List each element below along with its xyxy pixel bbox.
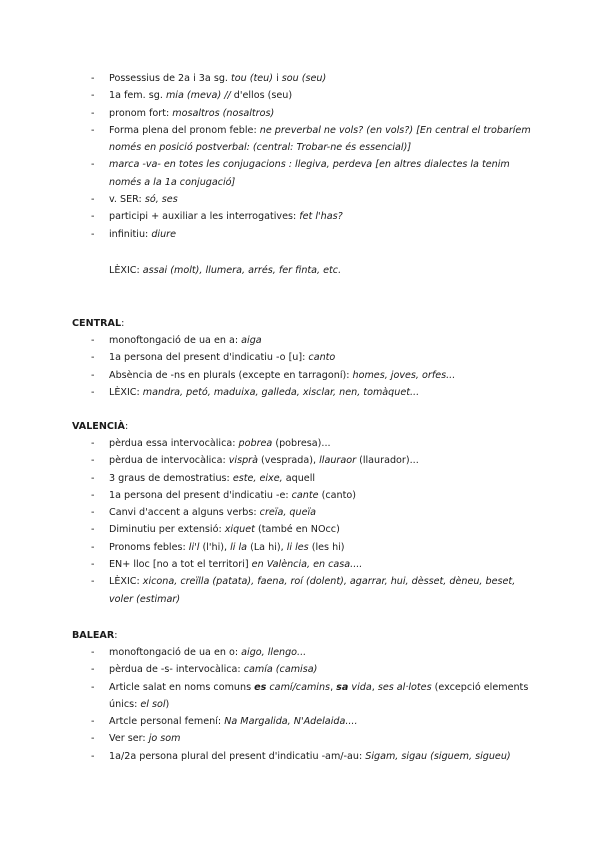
list-item: - Diminutiu per extensió: xiquet (també en NOcc) [72,521,532,538]
dash: - [91,576,95,588]
list-item: - monoftongació de ua en a: aiga [72,332,532,349]
list-item: - LÈXIC: xicona, creïlla (patata), faena, roí (dolent), agarrar, hui, dèsset, dèneu, beset, voler (estimar) [72,573,532,608]
dash: - [91,107,95,119]
central-section [72,332,532,401]
list-item: - marca -va- en totes les conjugacions : llegiva, perdeva [en altres dialectes la tenim només a la 1a conjugació] [72,156,532,191]
dash: - [91,369,95,381]
dash: - [91,455,95,467]
list-item: - Absència de -ns en plurals (excepte en tarragoní): homes, joves, orfes... [72,367,532,384]
list-item: - pèrdua de -s- intervocàlica: camía (camisa) [72,661,532,678]
dash: - [91,507,95,519]
valencia-section [72,435,532,608]
dash: - [91,733,95,745]
dash: - [91,664,95,676]
list-item: - LÈXIC: mandra, petó, maduixa, galleda, xisclar, nen, tomàquet... [72,384,532,401]
list-item: - pèrdua de intervocàlica: visprà (vesprada), llauraor (llaurador)... [72,452,532,469]
list-item: - v. SER: só, ses [72,191,532,208]
list-item: - pronom fort: mosaltros (nosaltros) [72,105,532,122]
list-item: - Artcle personal femení: Na Margalida, N'Adelaida.... [72,713,532,730]
top-lexic: LÈXIC: assai (molt), llumera, arrés, fer finta, etc. [109,265,342,276]
dash: - [91,211,95,223]
central-list [72,332,532,401]
top-section [72,70,532,243]
dash: - [91,194,95,206]
dash: - [91,750,95,762]
dash: - [91,524,95,536]
list-item: - pèrdua essa intervocàlica: pobrea (pobresa)... [72,435,532,452]
dash: - [91,90,95,102]
dash: - [91,681,95,693]
list-item: - monoftongació de ua en o: aigo, llengo... [72,644,532,661]
list-item: - Forma plena del pronom feble: ne preverbal ne vols? (en vols?) [En central el trobaríem només en posició postverbal: (central: Trobar-ne és essencial)] [72,122,532,157]
list-item: - participi + auxiliar a les interrogatives: fet l'has? [72,208,532,225]
dash: - [91,559,95,571]
dash: - [91,335,95,346]
dash: - [91,386,95,398]
balear-heading: BALEAR: [72,630,118,641]
list-item: - 3 graus de demostratius: este, eixe, aquell [72,470,532,487]
dash: - [91,159,95,171]
dash: - [91,489,95,501]
dash: - [91,541,95,553]
list-item: - EN+ lloc [no a tot el territori] en València, en casa.... [72,556,532,573]
dash: - [91,124,95,136]
dash: - [91,438,95,449]
valencia-list [72,435,532,608]
central-heading: CENTRAL: [72,318,125,329]
list-item: - Ver ser: jo som [72,730,532,747]
list-item: - 1a/2a persona plural del present d'indicatiu -am/-au: Sigam, sigau (siguem, sigueu) [72,748,532,765]
list-item: - Possessius de 2a i 3a sg. tou (teu) i sou (seu) [72,70,532,87]
dash: - [91,73,95,84]
dash: - [91,647,95,658]
dash: - [91,352,95,364]
list-item: - 1a persona del present d'indicatiu -e: cante (canto) [72,487,532,504]
balear-list [72,644,532,765]
dash: - [91,716,95,728]
list-item: - Article salat en noms comuns es camí/camins, sa vida, ses al·lotes (excepció elements únics: el sol) [72,679,532,714]
list-item: - Canvi d'accent a alguns verbs: creïa, queïa [72,504,532,521]
list-item: - infinitiu: diure [72,226,532,243]
list-item: - Pronoms febles: li'l (l'hi), li la (La hi), li les (les hi) [72,539,532,556]
top-list [72,70,532,243]
valencia-heading: VALENCIÀ: [72,421,129,432]
list-item: - 1a fem. sg. mia (meva) // d'ellos (seu) [72,87,532,104]
dash: - [91,472,95,484]
list-item: - 1a persona del present d'indicatiu -o [u]: canto [72,349,532,366]
balear-section [72,644,532,765]
dash: - [91,228,95,240]
